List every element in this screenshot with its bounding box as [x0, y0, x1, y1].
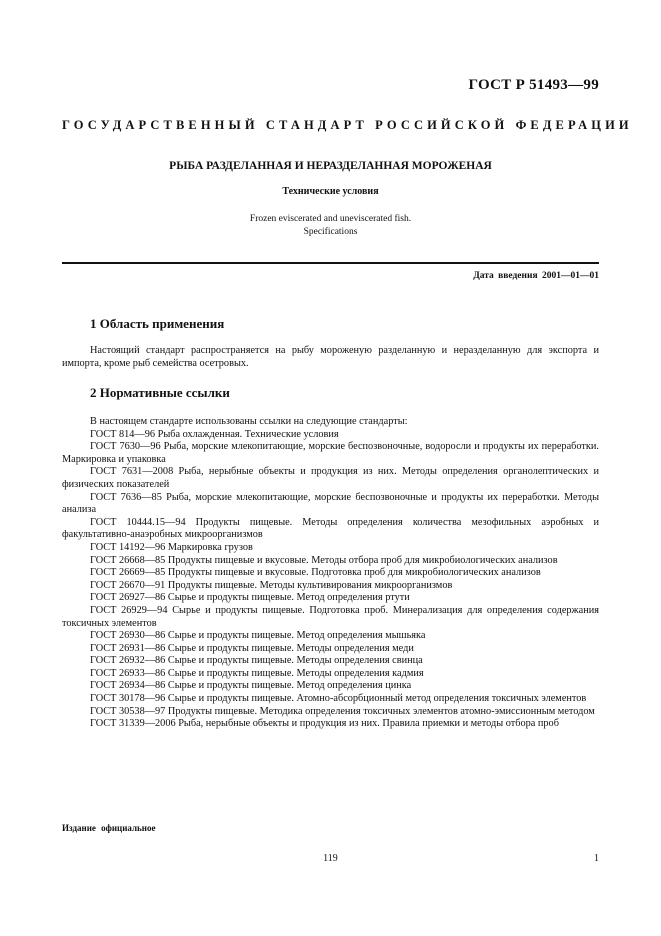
reference-item: ГОСТ 26668—85 Продукты пищевые и вкусовые. Методы отбора проб для микробиологических анализов	[90, 554, 558, 566]
header-divider	[62, 262, 599, 264]
paragraph: Настоящий стандарт распространяется на рыбу мороженую разделанную и неразделанную для экспорта и импорта, кроме рыб семейства осетровых.	[62, 345, 599, 369]
reference-item: ГОСТ 14192—96 Маркировка грузов	[90, 541, 253, 553]
page-number: 119	[323, 853, 338, 864]
state-standard-title: ГОСУДАРСТВЕННЫЙ СТАНДАРТ РОССИЙСКОЙ ФЕДЕРАЦИИ	[62, 118, 633, 132]
section-1-body	[62, 345, 599, 370]
document-subtitle: Технические условия	[282, 186, 379, 197]
reference-item: ГОСТ 10444.15—94 Продукты пищевые. Методы определения количества мезофильных аэробных и факультативно-анаэробных микроорганизмов	[62, 516, 599, 541]
english-title-line-1: Frozen eviscerated and uneviscerated fish.	[249, 214, 412, 224]
reference-item: ГОСТ 26669—85 Продукты пищевые и вкусовые. Подготовка проб для микробиологических анализов	[90, 567, 541, 579]
reference-item: ГОСТ 26932—86 Сырье и продукты пищевые. Методы определения свинца	[90, 655, 423, 667]
reference-item: ГОСТ 31339—2006 Рыба, нерыбные объекты и продукция из них. Правила приемки и методы отбора проб	[90, 718, 559, 730]
english-title	[62, 213, 599, 239]
document-title: РЫБА РАЗДЕЛАННАЯ И НЕРАЗДЕЛАННАЯ МОРОЖЕНАЯ	[169, 160, 492, 172]
english-title-line-2: Specifications	[303, 227, 358, 237]
reference-item: ГОСТ 26934—86 Сырье и продукты пищевые. Метод определения цинка	[90, 680, 412, 692]
paragraph: В настоящем стандарте использованы ссылки на следующие стандарты:	[90, 416, 408, 427]
sheet-number: 1	[594, 853, 599, 864]
reference-item: ГОСТ 30538—97 Продукты пищевые. Методика определения токсичных элементов атомно-эмиссионным методом	[90, 705, 595, 717]
reference-item: ГОСТ 30178—96 Сырье и продукты пищевые. Атомно-абсорбционный метод определения токсичных элементов	[90, 693, 587, 705]
reference-item: ГОСТ 26930—86 Сырье и продукты пищевые. Метод определения мышьяка	[90, 630, 426, 642]
edition-note: Издание официальное	[62, 823, 156, 833]
reference-item: ГОСТ 7630—96 Рыба, морские млекопитающие, морские беспозвоночные, водоросли и продукты их переработки. Маркировка и упаковка	[62, 441, 599, 465]
section-2-body	[62, 416, 599, 731]
reference-item: ГОСТ 7631—2008 Рыба, нерыбные объекты и продукция из них. Методы определения органолептических и физических показателей	[62, 466, 599, 490]
section-2-heading: 2 Нормативные ссылки	[90, 385, 230, 400]
reference-item: ГОСТ 26670—91 Продукты пищевые. Методы культивирования микроорганизмов	[90, 579, 453, 591]
reference-item: ГОСТ 814—96 Рыба охлажденная. Технические условия	[90, 428, 339, 440]
reference-item: ГОСТ 26933—86 Сырье и продукты пищевые. Методы определения кадмия	[90, 667, 424, 679]
document-code: ГОСТ Р 51493—99	[468, 77, 599, 93]
reference-item: ГОСТ 7636—85 Рыба, морские млекопитающие, морские беспозвоночные и продукты их переработки. Методы анализа	[62, 491, 599, 516]
reference-item: ГОСТ 26927—86 Сырье и продукты пищевые. Метод определения ртути	[90, 592, 410, 604]
section-1-heading: 1 Область применения	[90, 316, 225, 331]
reference-item: ГОСТ 26929—94 Сырье и продукты пищевые. Подготовка проб. Минерализация для определения содержания токсичных элементов	[62, 604, 599, 629]
introduction-date: Дата введения 2001—01—01	[473, 271, 599, 281]
reference-item: ГОСТ 26931—86 Сырье и продукты пищевые. Методы определения меди	[90, 642, 414, 654]
